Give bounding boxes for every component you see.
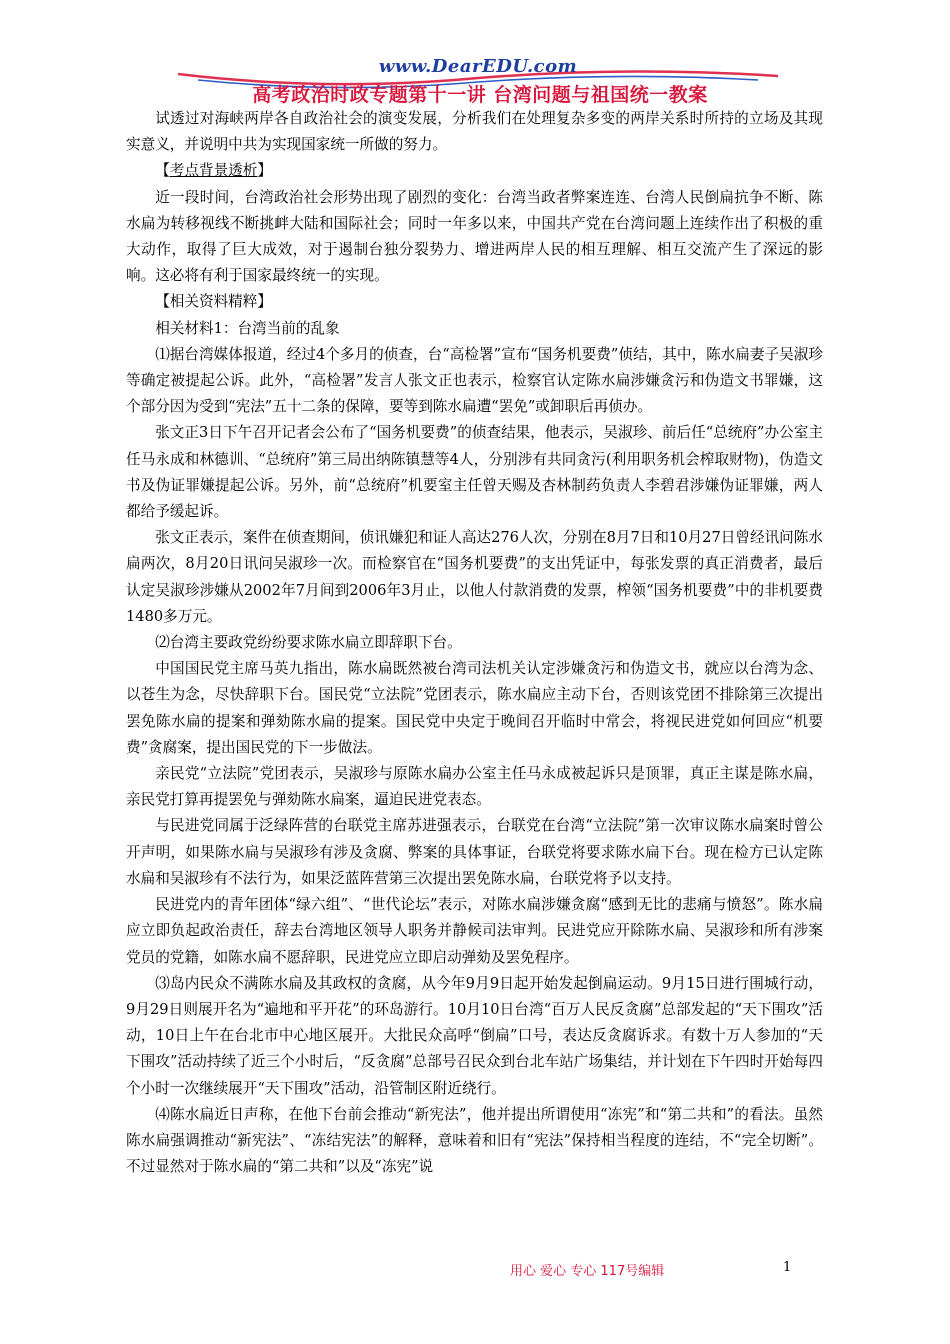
paragraph: 近一段时间，台湾政治社会形势出现了剧烈的变化：台湾当政者弊案连连、台湾人民倒扁抗争不断、陈水扁为转移视线不断挑衅大陆和国际社会；同时一年多以来，中国共产党在台湾问题上连续作出了积极的重大动作，取得了巨大成效，对于遏制台独分裂势力、增进两岸人民的相互理解、相互交流产生了深远的影响。这必将有利于国家最终统一的实现。 bbox=[126, 188, 823, 285]
paragraph: ⑶岛内民众不满陈水扁及其政权的贪腐，从今年9月9日起开始发起倒扁运动。9月15日进行围城行动，9月29日则展开名为“遍地和平开花”的环岛游行。10月10日台湾“百万人民反贪腐”总部发起的“天下围攻”活动，10日上午在台北市中心地区展开。大批民众高呼“倒扁”口号，表达反贪腐诉求。有数十万人参加的“天下围攻”活动持续了近三个小时后，“反贪腐”总部号召民众到台北车站广场集结，并计划在下午四时开始每四个小时一次继续展开“天下围攻”活动，沿管制区附近绕行。 bbox=[126, 974, 823, 1097]
paragraph: 张文正表示，案件在侦查期间，侦讯嫌犯和证人高达276人次，分别在8月7日和10月27日曾经讯问陈水扁两次，8月20日讯问吴淑珍一次。而检察官在“国务机要费”的支出凭证中，每张发票的真正消费者，最后认定吴淑珍涉嫌从2002年7月间到2006年3月止，以他人付款消费的发票，榨领“国务机要费”中的非机要费1480多万元。 bbox=[126, 529, 823, 625]
material-heading: 相关材料1：台湾当前的乱象 bbox=[155, 319, 340, 337]
page-number: 1 bbox=[783, 1260, 792, 1275]
footer-text: 用心 爱心 专心 117号编辑 bbox=[510, 1264, 665, 1279]
paragraph: ⑴据台湾媒体报道，经过4个多月的侦查，台“高检署”宣布“国务机要费”侦结，其中，陈水扁妻子吴淑珍等确定被提起公诉。此外，“高检署”发言人张文正也表示，检察官认定陈水扁涉嫌贪污和伪造文书罪嫌，这个部分因为受到“宪法”五十二条的保障，要等到陈水扁遭“罢免”或卸职后再侦办。 bbox=[126, 345, 823, 416]
paragraph: ⑷陈水扁近日声称，在他下台前会推动“新宪法”，他并提出所谓使用“冻宪”和“第二共和”的看法。虽然陈水扁强调推动“新宪法”、“冻结宪法”的解释，意味着和旧有“宪法”保持相当程度的连结，不“完全切断”。不过显然对于陈水扁的“第二共和”以及“冻宪”说 bbox=[126, 1105, 823, 1176]
bracket-open: 【 bbox=[155, 162, 170, 180]
paragraph: ⑵台湾主要政党纷纷要求陈水扁立即辞职下台。 bbox=[155, 634, 462, 652]
page-title: 高考政治时政专题第十一讲 台湾问题与祖国统一教案 bbox=[252, 84, 708, 106]
intro-paragraph: 试透过对海峡两岸各自政治社会的演变发展，分析我们在处理复杂多变的两岸关系时所持的立场及其现实意义，并说明中共为实现国家统一所做的努力。 bbox=[126, 110, 823, 154]
bracket-close: 】 bbox=[257, 162, 272, 180]
paragraph: 与民进党同属于泛绿阵营的台联党主席苏进强表示，台联党在台湾“立法院”第一次审议陈水扁案时曾公开声明，如果陈水扁与吴淑珍有涉及贪腐、弊案的具体事证，台联党将要求陈水扁下台。现在检方已认定陈水扁和吴淑珍有不法行为，如果泛蓝阵营第三次提出罢免陈水扁，台联党将予以支持。 bbox=[126, 817, 823, 887]
document-body bbox=[126, 106, 823, 1180]
section-heading-background bbox=[126, 158, 823, 184]
site-logo: www.DearEDU.com bbox=[378, 56, 578, 77]
paragraph: 亲民党“立法院”党团表示，吴淑珍与原陈水扁办公室主任马永成被起诉只是顶罪，真正主谋是陈水扁，亲民党打算再提罢免与弹劾陈水扁案，逼迫民进党表态。 bbox=[126, 765, 823, 809]
paragraph: 中国国民党主席马英九指出，陈水扁既然被台湾司法机关认定涉嫌贪污和伪造文书，就应以台湾为念、以苍生为念，尽快辞职下台。国民党“立法院”党团表示，陈水扁应主动下台，否则该党团不排除第三次提出罢免陈水扁的提案和弹劾陈水扁的提案。国民党中央定于晚间召开临时中常会，将视民进党如何回应“机要费”贪腐案，提出国民党的下一步做法。 bbox=[126, 660, 823, 756]
section-link-background: 考点背景透析 bbox=[169, 162, 258, 180]
section-heading-materials: 【相关资料精粹】 bbox=[155, 293, 272, 311]
paragraph: 民进党内的青年团体“绿六组”、“世代论坛”表示，对陈水扁涉嫌贪腐“感到无比的悲痛与愤怒”。陈水扁应立即负起政治责任，辞去台湾地区领导人职务并静候司法审判。民进党应开除陈水扁、吴淑珍和所有涉案党员的党籍，如陈水扁不愿辞职，民进党应立即启动弹劾及罢免程序。 bbox=[126, 896, 823, 966]
paragraph: 张文正3日下午召开记者会公布了“国务机要费”的侦查结果，他表示，吴淑珍、前后任“总统府”办公室主任马永成和林德训、“总统府”第三局出纳陈镇慧等4人，分别涉有共同贪污(利用职务机会榨取财物)，伪造文书及伪证罪嫌提起公诉。另外，前“总统府”机要室主任曾天赐及杏林制药负责人李碧君涉嫌伪证罪嫌，两人都给予缓起诉。 bbox=[126, 424, 823, 521]
